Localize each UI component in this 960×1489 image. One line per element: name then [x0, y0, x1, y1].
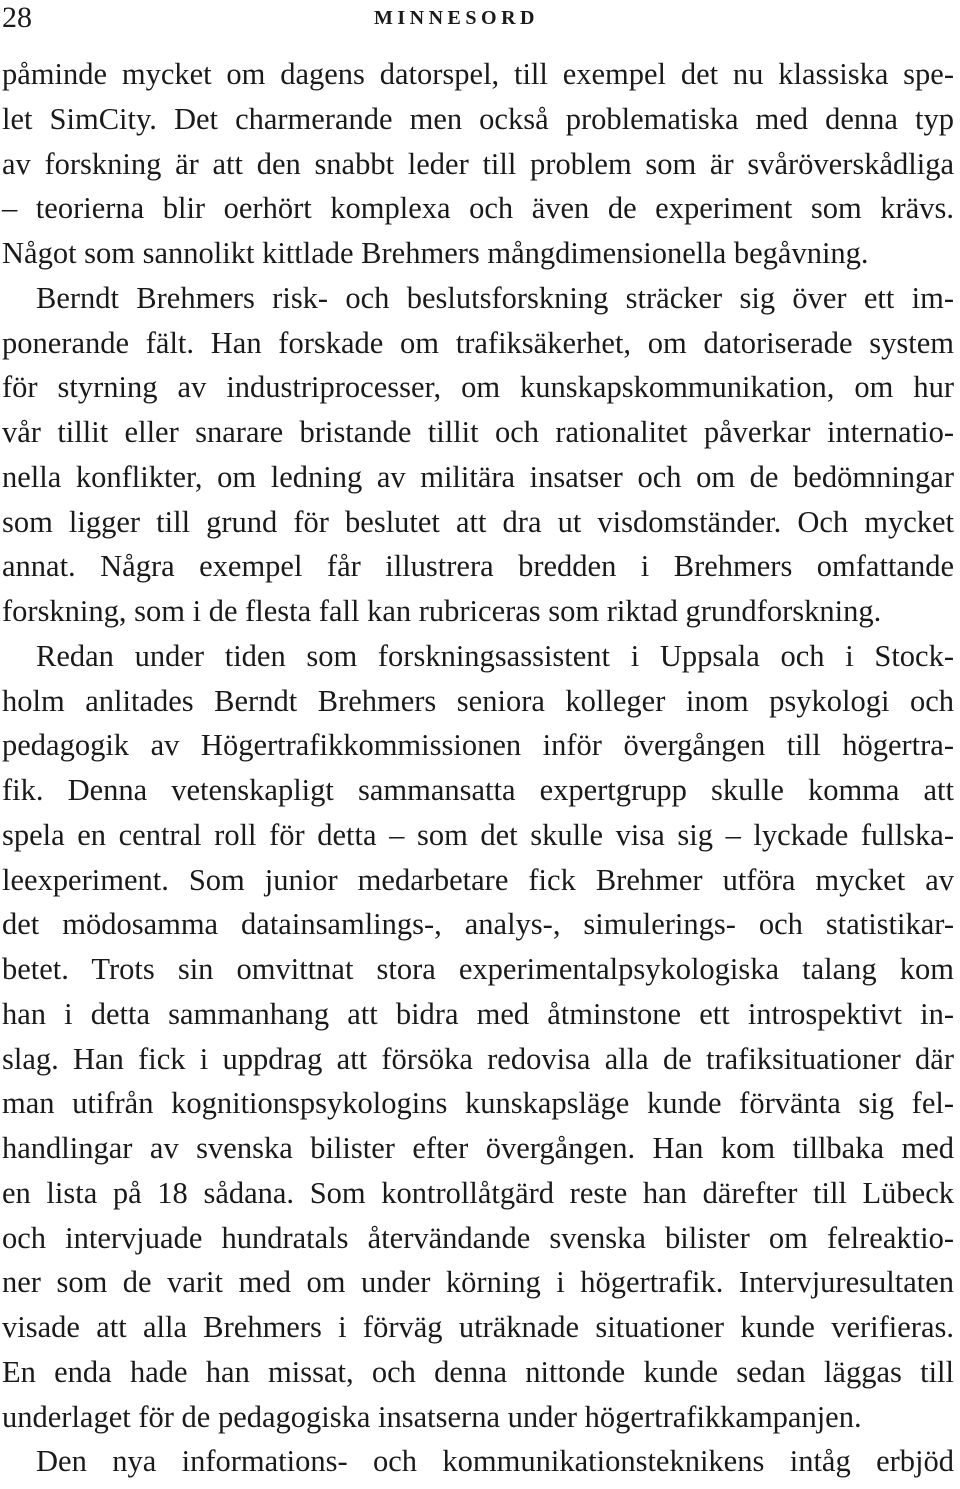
text-line: nella konflikter, om ledning av militära insatser och om de bedömningar [2, 459, 954, 494]
text-line: En enda hade han missat, och denna nittonde kunde sedan läggas till [2, 1354, 954, 1389]
text-line: visade att alla Brehmers i förväg uträknade situationer kunde verifieras. [2, 1310, 954, 1344]
text-line: vår tillit eller snarare bristande tillit och rationalitet påverkar internatio- [2, 415, 954, 449]
text-line: Något som sannolikt kittlade Brehmers mångdimensionella begåvning. [2, 236, 869, 270]
text-line: Berndt Brehmers risk- och beslutsforskning sträcker sig över ett im- [36, 280, 954, 315]
text-line: slag. Han fick i uppdrag att försöka redovisa alla de trafiksituationer där [2, 1041, 954, 1076]
text-line: underlaget för de pedagogiska insatserna under högertrafikkampanjen. [2, 1399, 862, 1434]
text-line: av forskning är att den snabbt leder till problem som är svåröverskådliga [2, 146, 954, 181]
running-head: MINNESORD [374, 7, 539, 29]
text-line: han i detta sammanhang att bidra med åtminstone ett introspektivt in- [2, 996, 954, 1031]
text-line: fik. Denna vetenskapligt sammansatta expertgrupp skulle komma att [2, 773, 954, 807]
text-line: ner som de varit med om under körning i högertrafik. Intervjuresultaten [2, 1265, 954, 1300]
page-number: 28 [2, 1, 32, 34]
text-line: leexperiment. Som junior medarbetare fick Brehmer utföra mycket av [2, 862, 954, 897]
text-line: – teorierna blir oerhört komplexa och även de experiment som krävs. [2, 191, 954, 226]
text-line: en lista på 18 sådana. Som kontrollåtgärd reste han därefter till Lübeck [2, 1175, 954, 1210]
text-line: ponerande fält. Han forskade om trafiksäkerhet, om datoriserade system [2, 325, 954, 360]
text-line: pedagogik av Högertrafikkommissionen inför övergången till högertra- [2, 728, 954, 763]
text-line: som ligger till grund för beslutet att dra ut visdomständer. Och mycket [2, 504, 954, 539]
text-line: för styrning av industriprocesser, om kunskapskommunikation, om hur [2, 370, 954, 405]
text-line: man utifrån kognitionspsykologins kunskapsläge kunde förvänta sig fel- [2, 1086, 954, 1121]
text-line: påminde mycket om dagens datorspel, till exempel det nu klassiska spe- [2, 57, 954, 91]
text-line: Den nya informations- och kommunikationsteknikens intåg erbjöd [36, 1444, 954, 1479]
text-line: och intervjuade hundratals återvändande svenska bilister om felreaktio- [2, 1220, 954, 1255]
text-line: spela en central roll för detta – som det skulle visa sig – lyckade fullska- [2, 817, 954, 852]
text-line: det mödosamma datainsamlings-, analys-, simulerings- och statistikar- [2, 907, 954, 942]
text-line: handlingar av svenska bilister efter övergången. Han kom tillbaka med [2, 1131, 954, 1165]
text-line: betet. Trots sin omvittnat stora experimentalpsykologiska talang kom [2, 952, 954, 986]
text-line: annat. Några exempel får illustrera bredden i Brehmers omfattande [2, 549, 954, 584]
text-line: holm anlitades Berndt Brehmers seniora kolleger inom psykologi och [2, 683, 954, 718]
page-header [0, 0, 960, 40]
text-line: forskning, som i de flesta fall kan rubriceras som riktad grundforskning. [2, 594, 882, 628]
body-text [2, 52, 954, 1484]
text-line: Redan under tiden som forskningsassistent i Uppsala och i Stock- [36, 638, 954, 673]
text-line: let SimCity. Det charmerande men också problematiska med denna typ [2, 101, 954, 136]
